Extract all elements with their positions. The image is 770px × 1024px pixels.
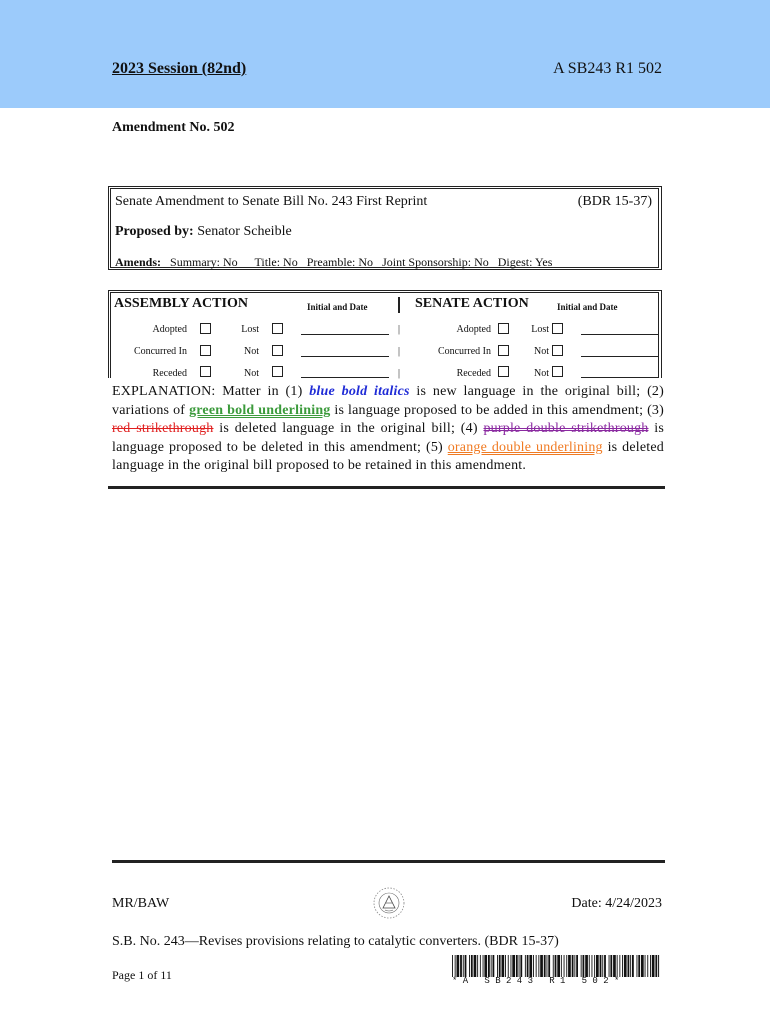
barcode-bar <box>516 955 518 977</box>
explanation-text: is new language in the original bill; (2) variations of <box>112 384 664 418</box>
barcode-bar <box>564 955 565 977</box>
proposed-by-label: Proposed by: <box>115 224 194 239</box>
senate-initial-date-label: Initial and Date <box>557 302 618 312</box>
barcode-bar <box>497 955 498 977</box>
page-number: Page 1 of 11 <box>112 968 172 982</box>
senate-not-label: Not <box>534 346 549 357</box>
barcode-bar <box>553 955 554 977</box>
barcode-bar <box>533 955 534 977</box>
red-strikethrough-sample: red strikethrough <box>112 421 214 436</box>
barcode-bar <box>594 955 595 977</box>
senate-receded-checkbox[interactable] <box>498 366 509 377</box>
barcode-bar <box>574 955 575 977</box>
barcode-bar <box>474 955 477 977</box>
amends-joint-sponsorship: Joint Sponsorship: No <box>382 255 489 269</box>
barcode-bar <box>488 955 490 977</box>
barcode-bar <box>471 955 473 977</box>
footer-divider <box>112 860 665 863</box>
assembly-not-label: Not <box>244 368 259 379</box>
assembly-receded-label: Receded <box>152 368 187 379</box>
barcode-bar <box>589 955 590 977</box>
barcode-bar <box>566 955 567 977</box>
amends-preamble: Preamble: No <box>306 255 374 269</box>
amendment-number: Amendment No. 502 <box>112 120 235 135</box>
barcode-bar <box>641 955 644 977</box>
assembly-signature-line[interactable] <box>301 356 389 357</box>
barcode-bar <box>520 955 522 977</box>
barcode-bar <box>544 955 546 977</box>
assembly-adopted-label: Adopted <box>152 324 187 335</box>
assembly-adopted-checkbox[interactable] <box>200 323 211 334</box>
proposed-by-name: Senator Scheible <box>197 224 292 239</box>
barcode-bar <box>655 955 657 977</box>
senate-adopted-checkbox[interactable] <box>498 323 509 334</box>
barcode-bar <box>628 955 630 977</box>
bdr-number: (BDR 15-37) <box>577 194 652 209</box>
drafter-initials: MR/BAW <box>112 896 170 911</box>
amends-digest: Digest: Yes <box>497 255 553 269</box>
barcode-bar <box>493 955 495 977</box>
assembly-not-checkbox[interactable] <box>272 345 283 356</box>
row-separator: | <box>398 368 401 379</box>
senate-receded-label: Receded <box>456 368 491 379</box>
barcode-bar <box>652 955 655 977</box>
barcode-bar <box>638 955 640 977</box>
barcode-bar <box>536 955 537 977</box>
blue-bold-italics-sample: blue bold italics <box>309 384 410 399</box>
barcode-bar <box>555 955 557 977</box>
barcode-bar <box>583 955 585 977</box>
barcode-bar <box>613 955 616 977</box>
assembly-initial-date-label: Initial and Date <box>307 302 368 312</box>
barcode-bar <box>519 955 520 977</box>
barcode-bar <box>624 955 627 977</box>
barcode-bar <box>527 955 529 977</box>
barcode-bar <box>512 955 515 977</box>
barcode-bar <box>617 955 618 977</box>
amendment-date: Date: 4/24/2023 <box>571 896 662 911</box>
senate-signature-line[interactable] <box>581 377 659 378</box>
bill-description: S.B. No. 243—Revises provisions relating to catalytic converters. (BDR 15-37) <box>112 934 559 949</box>
session-label: 2023 Session (82nd) <box>112 60 247 77</box>
assembly-lost-label: Lost <box>241 324 259 335</box>
barcode-bar <box>602 955 603 977</box>
senate-signature-line[interactable] <box>581 356 659 357</box>
barcode-bar <box>480 955 481 977</box>
barcode-bar <box>540 955 543 977</box>
senate-adopted-label: Adopted <box>456 324 491 335</box>
amendment-title: Senate Amendment to Senate Bill No. 243 First Reprint <box>115 194 428 209</box>
barcode-bar <box>491 955 492 977</box>
barcode-bar <box>455 955 456 977</box>
senate-concurred-label: Concurred In <box>437 346 491 357</box>
explanation-text: is language proposed to be deleted in this amendment; (5) <box>112 421 664 455</box>
header-band <box>0 0 770 108</box>
barcode-bar <box>622 955 623 977</box>
barcode-bar <box>630 955 631 977</box>
barcode-bar <box>499 955 501 977</box>
barcode-bar <box>637 955 638 977</box>
barcode-bar <box>457 955 460 977</box>
purple-double-strikethrough-sample: purple double strikethrough <box>483 421 649 436</box>
barcode-bar <box>463 955 464 977</box>
explanation-divider <box>108 486 665 489</box>
barcode-bar <box>529 955 532 977</box>
assembly-concurred-checkbox[interactable] <box>200 345 211 356</box>
barcode-bar <box>647 955 648 977</box>
senate-concurred-checkbox[interactable] <box>498 345 509 356</box>
assembly-action-heading: ASSEMBLY ACTION <box>114 296 248 311</box>
barcode-bar <box>525 955 526 977</box>
barcode-bar <box>610 955 612 977</box>
barcode-bar <box>576 955 578 977</box>
amends-line <box>115 255 552 270</box>
assembly-receded-checkbox[interactable] <box>200 366 211 377</box>
barcode-bar <box>469 955 470 977</box>
senate-not-checkbox[interactable] <box>552 366 563 377</box>
barcode-bar <box>508 955 509 977</box>
barcode-bar <box>568 955 571 977</box>
assembly-not-label: Not <box>244 346 259 357</box>
barcode-bar <box>484 955 487 977</box>
barcode-bar <box>658 955 659 977</box>
barcode-bar <box>505 955 506 977</box>
barcode-bar <box>547 955 548 977</box>
explanation-paragraph <box>112 383 664 476</box>
column-divider <box>398 297 400 313</box>
senate-signature-line[interactable] <box>581 334 659 335</box>
barcode-bar <box>483 955 484 977</box>
barcode-bar <box>460 955 462 977</box>
barcode-bar <box>557 955 560 977</box>
orange-double-underline-sample: orange double underlining <box>447 439 603 455</box>
assembly-signature-line[interactable] <box>301 334 389 335</box>
green-underline-sample: green bold underlining <box>189 402 331 418</box>
barcode-bar <box>477 955 478 977</box>
amends-label: Amends: <box>115 255 162 269</box>
row-separator: | <box>398 346 401 357</box>
senate-not-checkbox[interactable] <box>552 345 563 356</box>
explanation-text: is deleted language in the original bill; (4) <box>213 421 484 436</box>
barcode-bar <box>632 955 634 977</box>
barcode-bar <box>645 955 646 977</box>
senate-lost-label: Lost <box>531 324 549 335</box>
barcode-bar <box>548 955 550 977</box>
barcode-bar <box>538 955 539 977</box>
barcode-bar <box>650 955 651 977</box>
barcode-bar <box>502 955 505 977</box>
barcode-bar <box>596 955 599 977</box>
senate-action-heading: SENATE ACTION <box>415 296 529 311</box>
amendment-summary-box <box>108 186 662 270</box>
barcode-bar <box>600 955 602 977</box>
barcode-bar <box>609 955 610 977</box>
barcode-bar <box>511 955 512 977</box>
barcode-bar <box>561 955 562 977</box>
assembly-signature-line[interactable] <box>301 377 389 378</box>
amends-title: Title: No <box>254 255 298 269</box>
bill-code: A SB243 R1 502 <box>553 60 662 77</box>
barcode-icon <box>452 955 660 977</box>
amends-summary: Summary: No <box>170 255 238 269</box>
assembly-concurred-label: Concurred In <box>133 346 187 357</box>
barcode-bar <box>572 955 574 977</box>
barcode-bar <box>581 955 582 977</box>
barcode-bar <box>585 955 588 977</box>
explanation-text: is language proposed to be added in this amendment; (3) <box>330 402 664 418</box>
explanation-text: EXPLANATION: Matter in (1) <box>112 384 310 399</box>
assembly-not-checkbox[interactable] <box>272 366 283 377</box>
explanation-text: is deleted language in the original bill proposed to be retained in this amendment. <box>112 439 664 473</box>
action-box <box>108 290 662 378</box>
row-separator: | <box>398 324 401 335</box>
assembly-lost-checkbox[interactable] <box>272 323 283 334</box>
proposed-by <box>115 224 292 240</box>
barcode-bar <box>592 955 593 977</box>
barcode-bar <box>619 955 620 977</box>
barcode-text: *A SB243 R1 502* <box>452 976 625 986</box>
barcode-bar <box>465 955 467 977</box>
senate-not-label: Not <box>534 368 549 379</box>
senate-lost-checkbox[interactable] <box>552 323 563 334</box>
barcode-bar <box>452 955 453 977</box>
state-seal-icon <box>372 886 406 920</box>
barcode-bar <box>604 955 606 977</box>
